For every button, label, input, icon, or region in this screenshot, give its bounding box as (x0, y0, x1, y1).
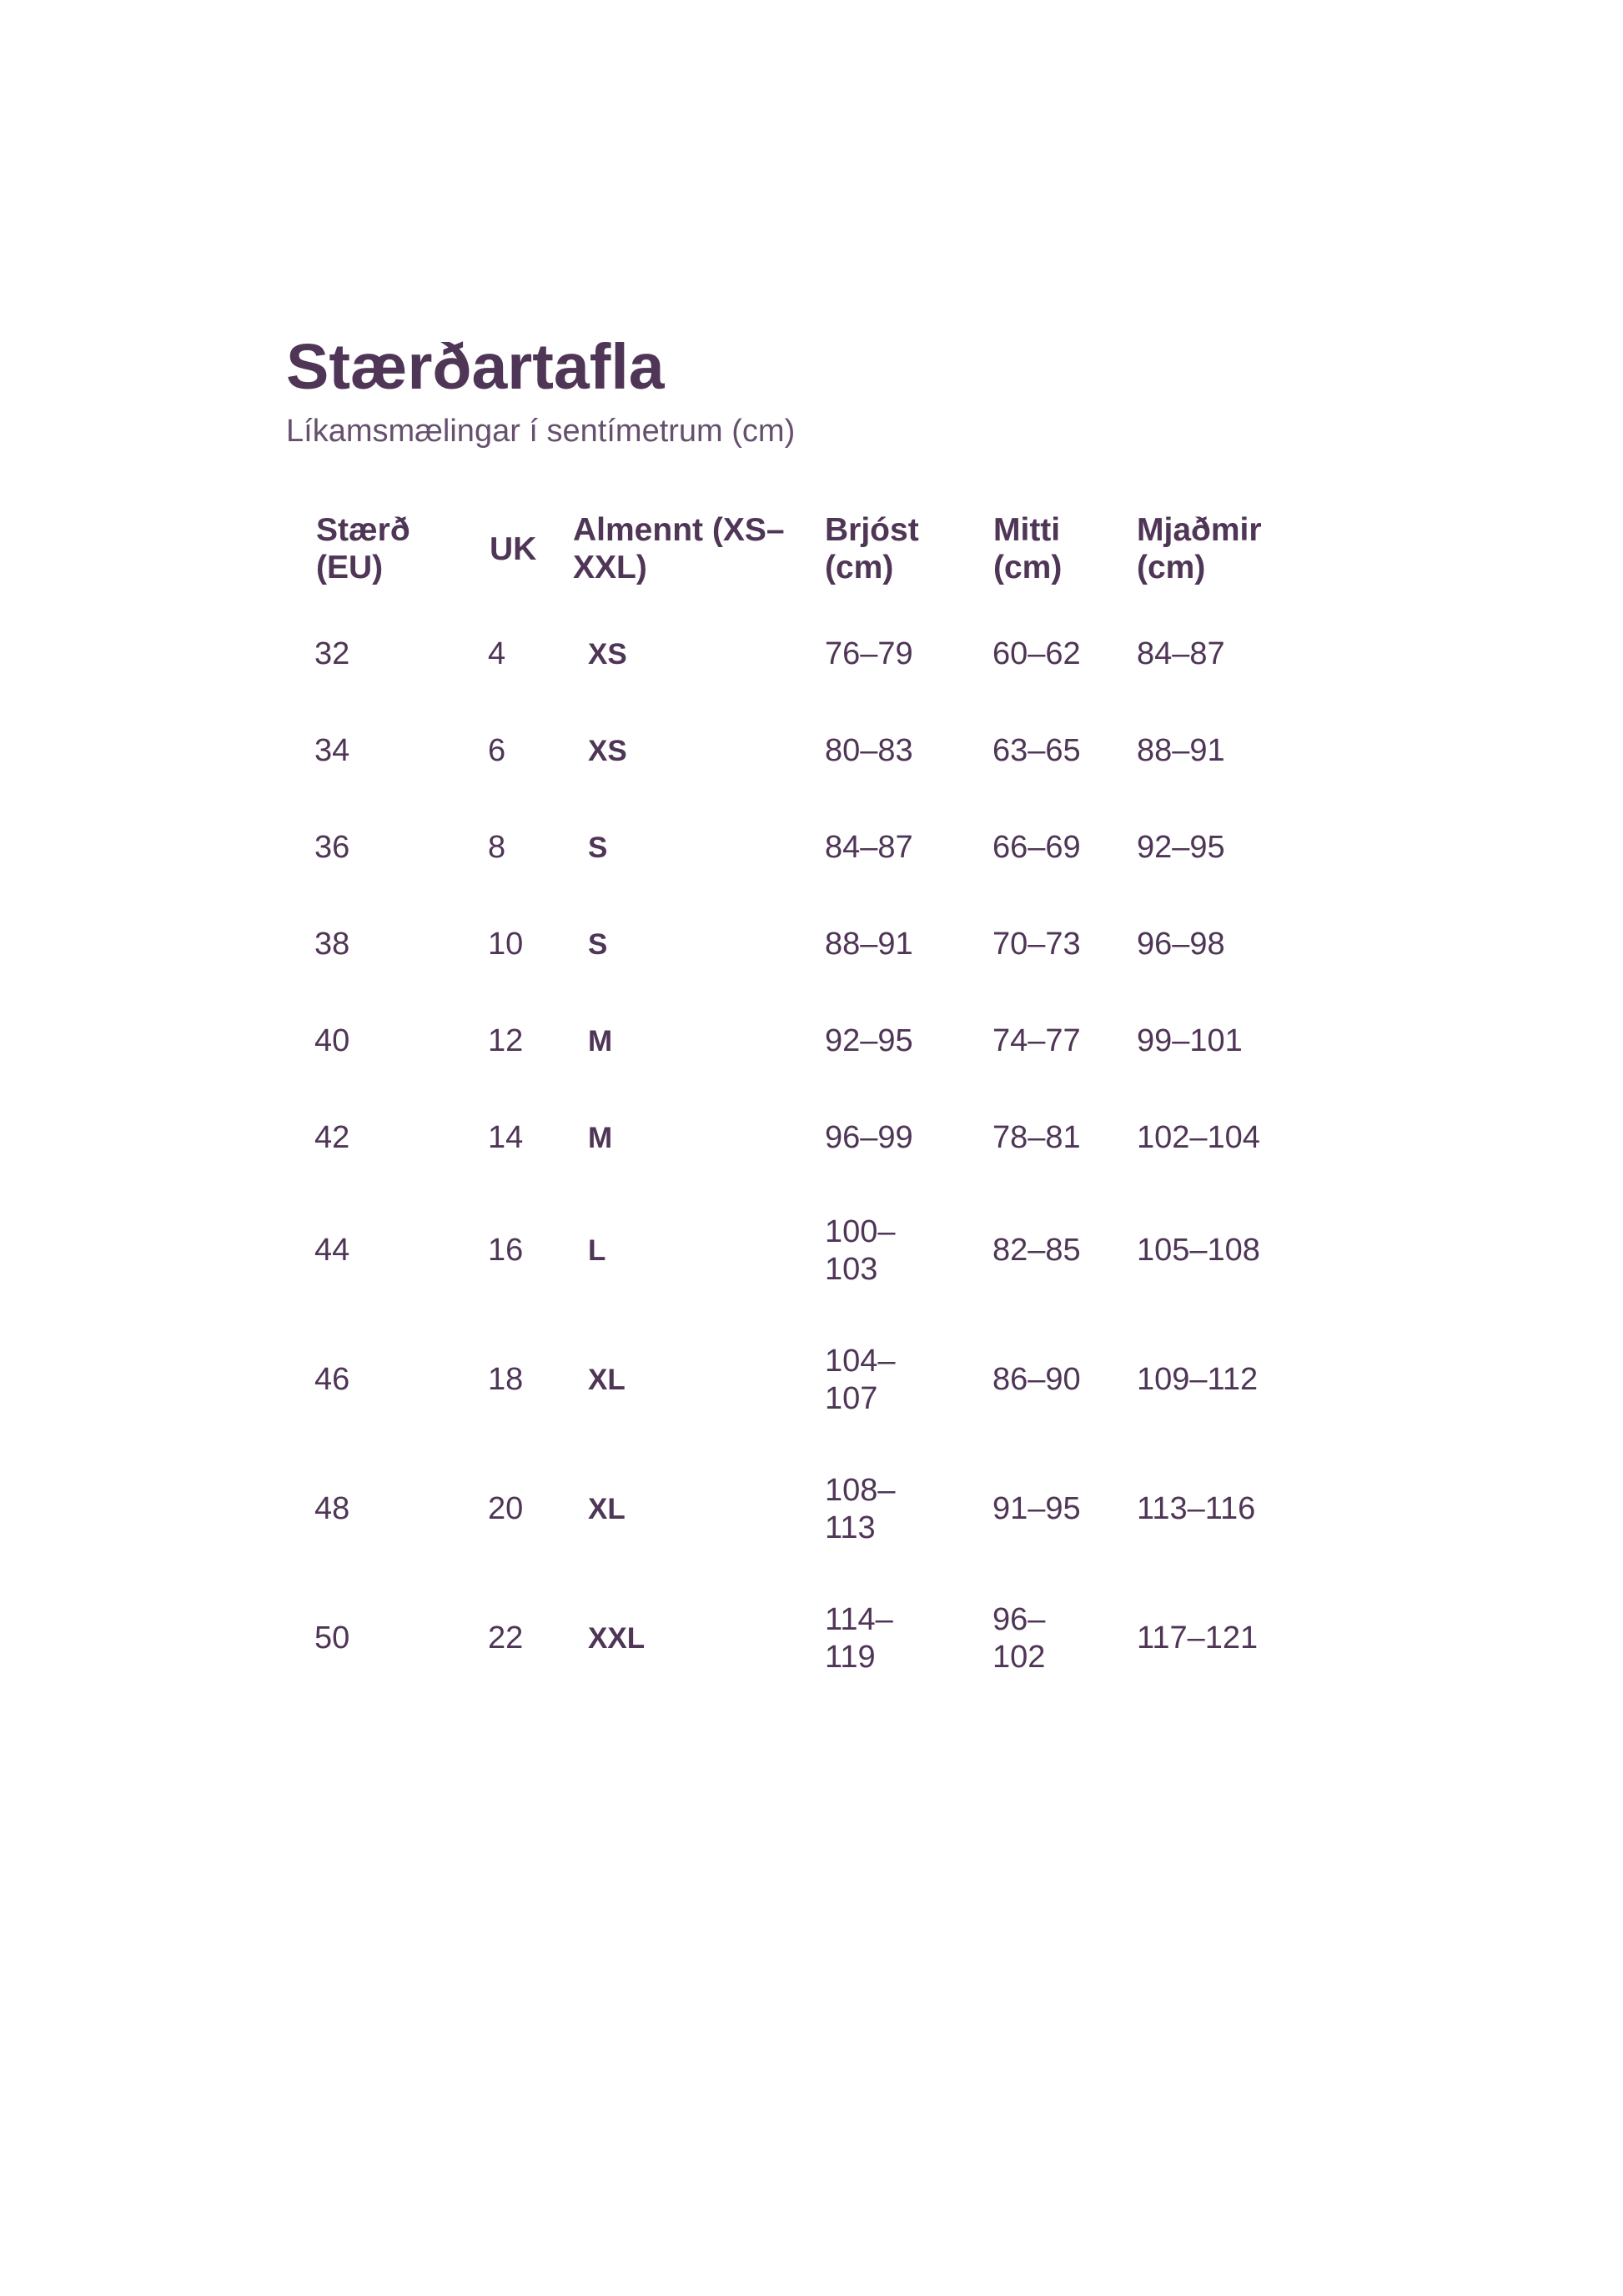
header-hips: Mjaðmir (cm) (1137, 512, 1262, 585)
table-row (286, 992, 1345, 1089)
header-waist: Mitti (cm) (993, 512, 1063, 585)
cell-size-eu: 50 (314, 1620, 350, 1655)
cell-size-eu: 42 (314, 1119, 350, 1155)
cell-waist: 78–81 (992, 1119, 1081, 1155)
table-row (286, 799, 1345, 896)
cell-bust: 92–95 (825, 1022, 913, 1058)
cell-size-eu: 48 (314, 1491, 350, 1526)
table-row (286, 1574, 1345, 1703)
cell-uk: 8 (488, 829, 506, 865)
header-row (286, 492, 1345, 605)
cell-uk: 22 (488, 1620, 524, 1655)
cell-uk: 16 (488, 1233, 524, 1268)
cell-bust: 104–107 (825, 1343, 896, 1416)
header-bust: Brjóst (cm) (825, 512, 919, 585)
header-general: Almennt (XS–XXL) (573, 512, 785, 585)
cell-general: XXL (588, 1622, 646, 1655)
cell-size-eu: 32 (314, 636, 350, 671)
cell-size-eu: 40 (314, 1022, 350, 1058)
cell-hips: 105–108 (1137, 1233, 1260, 1268)
table-row (286, 1444, 1345, 1574)
cell-general: XL (588, 1364, 626, 1396)
table-row (286, 1315, 1345, 1444)
cell-size-eu: 46 (314, 1362, 350, 1397)
header-uk: UK (490, 530, 537, 567)
cell-waist: 60–62 (992, 636, 1081, 671)
cell-waist: 86–90 (992, 1362, 1081, 1397)
cell-general: M (588, 1024, 613, 1058)
cell-general: XL (588, 1493, 626, 1525)
cell-general: S (588, 831, 608, 864)
cell-hips: 99–101 (1137, 1022, 1243, 1058)
cell-uk: 10 (488, 926, 524, 962)
cell-bust: 96–99 (825, 1119, 913, 1155)
cell-bust: 88–91 (825, 926, 913, 962)
cell-hips: 102–104 (1137, 1119, 1260, 1155)
cell-bust: 114–119 (825, 1601, 893, 1675)
cell-hips: 96–98 (1137, 926, 1225, 962)
cell-size-eu: 38 (314, 926, 350, 962)
cell-uk: 18 (488, 1362, 524, 1397)
cell-waist: 96–102 (992, 1601, 1046, 1675)
header-size-eu: Stærð (EU) (316, 512, 410, 585)
table-row (286, 1186, 1345, 1315)
cell-hips: 117–121 (1137, 1620, 1259, 1655)
table-body (286, 605, 1345, 1703)
table-row (286, 1089, 1345, 1186)
cell-size-eu: 44 (314, 1233, 350, 1268)
cell-uk: 6 (488, 732, 506, 768)
cell-size-eu: 36 (314, 829, 350, 865)
cell-bust: 100–103 (825, 1213, 896, 1287)
cell-size-eu: 34 (314, 732, 350, 768)
cell-general: S (588, 927, 608, 961)
size-chart-table (286, 492, 1345, 1703)
cell-uk: 14 (488, 1119, 524, 1155)
cell-hips: 88–91 (1137, 732, 1225, 768)
cell-waist: 66–69 (992, 829, 1081, 865)
cell-waist: 91–95 (992, 1491, 1081, 1526)
table-row (286, 896, 1345, 992)
cell-general: XS (588, 734, 627, 767)
cell-bust: 84–87 (825, 829, 913, 865)
cell-bust: 76–79 (825, 636, 913, 671)
table-header (286, 492, 1345, 605)
cell-uk: 20 (488, 1491, 524, 1526)
cell-uk: 12 (488, 1022, 524, 1058)
cell-waist: 74–77 (992, 1022, 1081, 1058)
page-subtitle: Líkamsmælingar í sentímetrum (cm) (286, 414, 796, 449)
cell-general: XS (588, 637, 627, 671)
cell-bust: 80–83 (825, 732, 913, 768)
cell-general: M (588, 1121, 613, 1154)
cell-general: L (588, 1234, 606, 1267)
cell-bust: 108–113 (825, 1472, 896, 1545)
table-row (286, 605, 1345, 702)
cell-waist: 70–73 (992, 926, 1081, 962)
cell-waist: 63–65 (992, 732, 1081, 768)
cell-hips: 84–87 (1137, 636, 1225, 671)
page-title: Stærðartafla (286, 331, 665, 403)
table-row (286, 702, 1345, 799)
cell-hips: 113–116 (1137, 1491, 1256, 1526)
cell-hips: 109–112 (1137, 1362, 1259, 1397)
cell-uk: 4 (488, 636, 506, 671)
cell-hips: 92–95 (1137, 829, 1225, 865)
cell-waist: 82–85 (992, 1233, 1081, 1268)
